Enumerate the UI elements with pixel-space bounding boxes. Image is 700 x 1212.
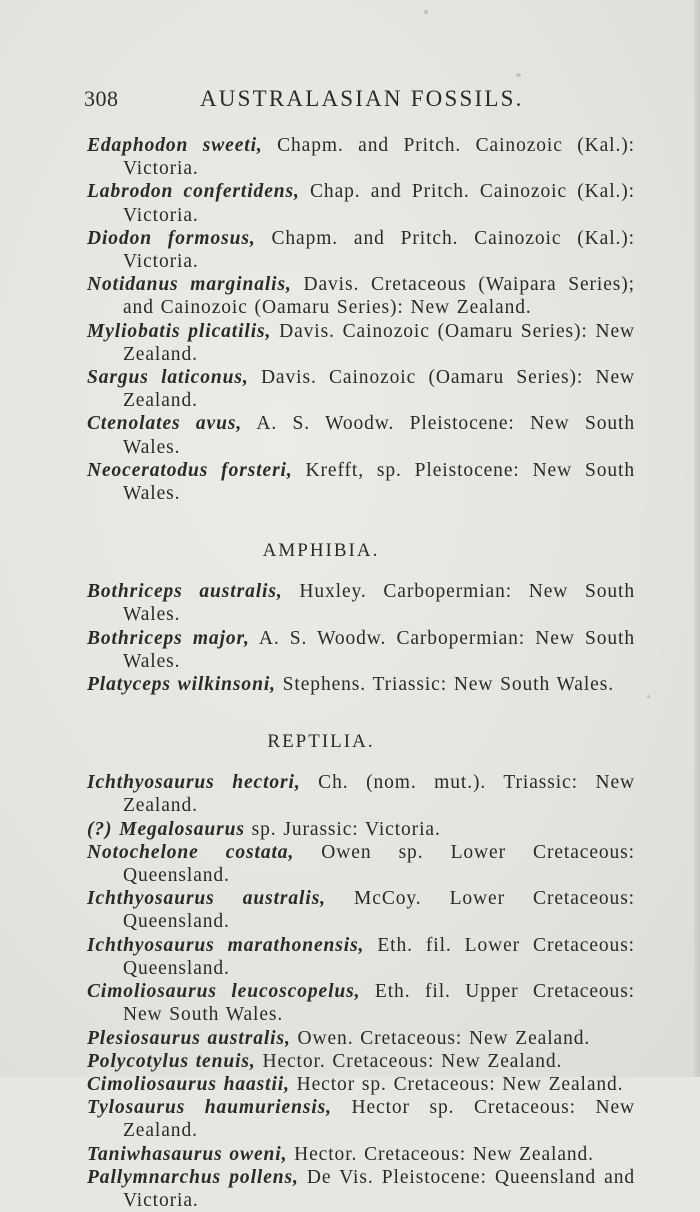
species-name: Myliobatis plicatilis, bbox=[87, 320, 272, 342]
species-details: De Vis. Pleistocene: Queensland and Victoria. bbox=[123, 1166, 635, 1211]
list-item bbox=[87, 227, 635, 273]
list-item bbox=[87, 887, 635, 933]
species-name: Tylosaurus haumuriensis, bbox=[87, 1097, 332, 1119]
species-details: Hector sp. Cretaceous: New Zealand. bbox=[289, 1073, 624, 1095]
species-name: Bothriceps australis, bbox=[87, 581, 283, 603]
species-name: Bothriceps major, bbox=[87, 627, 250, 649]
species-name: Platyceps wilkinsoni, bbox=[87, 674, 276, 696]
species-name: Pallymnarchus pollens, bbox=[87, 1166, 299, 1188]
list-item bbox=[87, 1050, 635, 1073]
species-details: Stephens. Triassic: New South Wales. bbox=[275, 674, 614, 696]
species-name: Cimoliosaurus haastii, bbox=[87, 1073, 290, 1095]
species-details: sp. Jurassic: Victoria. bbox=[244, 818, 441, 840]
list-item bbox=[87, 366, 635, 412]
species-name: Polycotylus tenuis, bbox=[87, 1050, 256, 1072]
species-name: Ichthyosaurus australis, bbox=[87, 888, 326, 910]
section-heading-reptilia: REPTILIA. bbox=[267, 731, 375, 753]
species-details: Hector sp. Cretaceous: New Zealand. bbox=[123, 1097, 636, 1142]
species-details: Eth. fil. Lower Cretaceous: Queensland. bbox=[123, 934, 636, 979]
species-name: Plesiosaurus australis, bbox=[87, 1027, 291, 1049]
species-details: Krefft, sp. Pleistocene: New South Wales. bbox=[123, 459, 635, 505]
species-details: A. S. Woodw. Carbopermian: New South Wales. bbox=[123, 627, 635, 672]
species-name: Sargus laticonus, bbox=[87, 367, 249, 389]
page-spine-edge bbox=[694, 0, 700, 1077]
running-title: AUSTRALASIAN FOSSILS. bbox=[200, 86, 524, 111]
page-header bbox=[84, 86, 604, 118]
list-item bbox=[87, 273, 635, 319]
species-details: Davis. Cainozoic (Oamaru Series): New Zealand. bbox=[123, 320, 635, 365]
paper-speck bbox=[424, 10, 428, 14]
list-item bbox=[87, 980, 635, 1026]
paper-speck bbox=[647, 695, 650, 698]
list-item bbox=[87, 1143, 635, 1166]
list-item bbox=[87, 841, 635, 887]
list-item bbox=[87, 1096, 635, 1142]
species-details: Eth. fil. Upper Cretaceous: New South Wales. bbox=[123, 981, 636, 1026]
list-item bbox=[87, 934, 635, 980]
species-details: Hector. Cretaceous: New Zealand. bbox=[287, 1143, 594, 1165]
fossil-list bbox=[87, 134, 635, 1212]
page-number: 308 bbox=[84, 86, 119, 111]
species-details: Hector. Cretaceous: New Zealand. bbox=[255, 1050, 563, 1072]
list-item bbox=[87, 580, 635, 626]
list-item bbox=[87, 180, 635, 226]
species-name: Ichthyosaurus marathonensis, bbox=[87, 934, 365, 956]
species-details: Davis. Cretaceous (Waipara Series); and Cainozoic (Oamaru Series): New Zealand. bbox=[123, 274, 635, 319]
species-details: Owen sp. Lower Cretaceous: Queensland. bbox=[123, 841, 635, 887]
species-name: Notidanus marginalis, bbox=[87, 274, 292, 296]
list-item bbox=[87, 459, 635, 505]
species-details: McCoy. Lower Cretaceous: Queensland. bbox=[123, 888, 635, 933]
species-details: Davis. Cainozoic (Oamaru Series): New Zealand. bbox=[123, 367, 635, 412]
species-name: Diodon formosus, bbox=[87, 227, 256, 249]
species-details: A. S. Woodw. Pleistocene: New South Wales. bbox=[123, 413, 635, 458]
list-item bbox=[87, 673, 635, 696]
list-item bbox=[87, 320, 635, 366]
species-name: Ichthyosaurus hectori, bbox=[87, 772, 301, 794]
list-item bbox=[87, 771, 635, 817]
list-item bbox=[87, 134, 635, 180]
species-name: Notochelone costata, bbox=[87, 841, 295, 863]
list-item bbox=[87, 412, 635, 458]
species-name: Labrodon confertidens, bbox=[87, 181, 300, 203]
list-item bbox=[87, 1027, 635, 1050]
species-name: Taniwhasaurus oweni, bbox=[87, 1143, 288, 1165]
list-item bbox=[87, 1073, 635, 1096]
species-name: Neoceratodus forsteri, bbox=[87, 459, 293, 481]
list-item bbox=[87, 1166, 635, 1212]
list-item bbox=[87, 818, 635, 841]
species-details: Chapm. and Pritch. Cainozoic (Kal.): Victoria. bbox=[123, 227, 635, 273]
species-details: Chapm. and Pritch. Cainozoic (Kal.): Victoria. bbox=[123, 135, 635, 180]
species-details: Chap. and Pritch. Cainozoic (Kal.): Victoria. bbox=[123, 181, 635, 226]
species-name: (?) Megalosaurus bbox=[87, 818, 245, 840]
species-name: Edaphodon sweeti, bbox=[87, 135, 263, 156]
section-heading-amphibia: AMPHIBIA. bbox=[262, 540, 380, 562]
species-name: Ctenolates avus, bbox=[87, 413, 243, 435]
list-item bbox=[87, 627, 635, 673]
species-details: Huxley. Carbopermian: New South Wales. bbox=[123, 581, 635, 626]
species-details: Ch. (nom. mut.). Triassic: New Zealand. bbox=[123, 772, 635, 817]
species-name: Cimoliosaurus leucoscopelus, bbox=[87, 981, 361, 1003]
paper-speck bbox=[516, 73, 521, 77]
species-details: Owen. Cretaceous: New Zealand. bbox=[290, 1027, 591, 1049]
